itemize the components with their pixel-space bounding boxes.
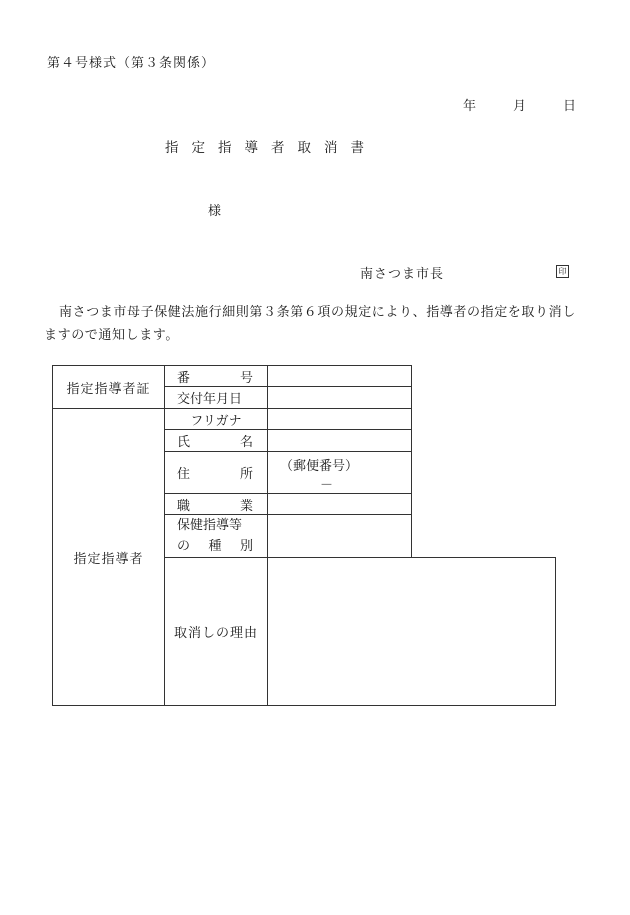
cancellation-reason-label: 取消しの理由 xyxy=(165,558,268,706)
furigana-field[interactable] xyxy=(268,409,412,430)
address-label: 住 所 xyxy=(165,452,268,494)
designated-instructor-label: 指定指導者 xyxy=(53,409,165,706)
date-month: 月 xyxy=(513,99,527,114)
form-number: 第４号様式（第３条関係） xyxy=(47,56,216,71)
addressee-suffix: 様 xyxy=(208,204,222,219)
furigana-label: フリガナ xyxy=(165,409,268,430)
name-field[interactable] xyxy=(268,430,412,452)
guidance-category-field[interactable] xyxy=(268,515,412,558)
issuer-name: 南さつま市長 xyxy=(360,267,445,282)
occupation-field[interactable] xyxy=(268,494,412,515)
date-line xyxy=(463,95,576,114)
date-day: 日 xyxy=(563,99,577,114)
notice-body: 南さつま市母子保健法施行細則第３条第６項の規定により、指導者の指定を取り消しますので通知します。 xyxy=(44,305,576,343)
table-row xyxy=(53,366,556,387)
number-label: 番 号 xyxy=(165,366,268,387)
document-title: 指定指導者取消書 xyxy=(165,140,377,156)
cancellation-form-table xyxy=(52,365,556,706)
cancellation-reason-field[interactable] xyxy=(268,558,556,706)
seal-mark: 印 xyxy=(556,265,569,278)
issue-date-label: 交付年月日 xyxy=(165,387,268,409)
date-year: 年 xyxy=(463,99,477,114)
guidance-category-label: 保健指導等 の 種 別 xyxy=(165,515,268,558)
issue-date-field[interactable] xyxy=(268,387,412,409)
occupation-label: 職 業 xyxy=(165,494,268,515)
certificate-label: 指定指導者証 xyxy=(53,366,165,409)
table-row xyxy=(53,409,556,430)
address-field[interactable] xyxy=(268,452,412,494)
number-field[interactable] xyxy=(268,366,412,387)
postal-code-dash: － xyxy=(320,478,334,493)
name-label: 氏 名 xyxy=(165,430,268,452)
postal-code-label: （郵便番号） xyxy=(280,459,359,474)
